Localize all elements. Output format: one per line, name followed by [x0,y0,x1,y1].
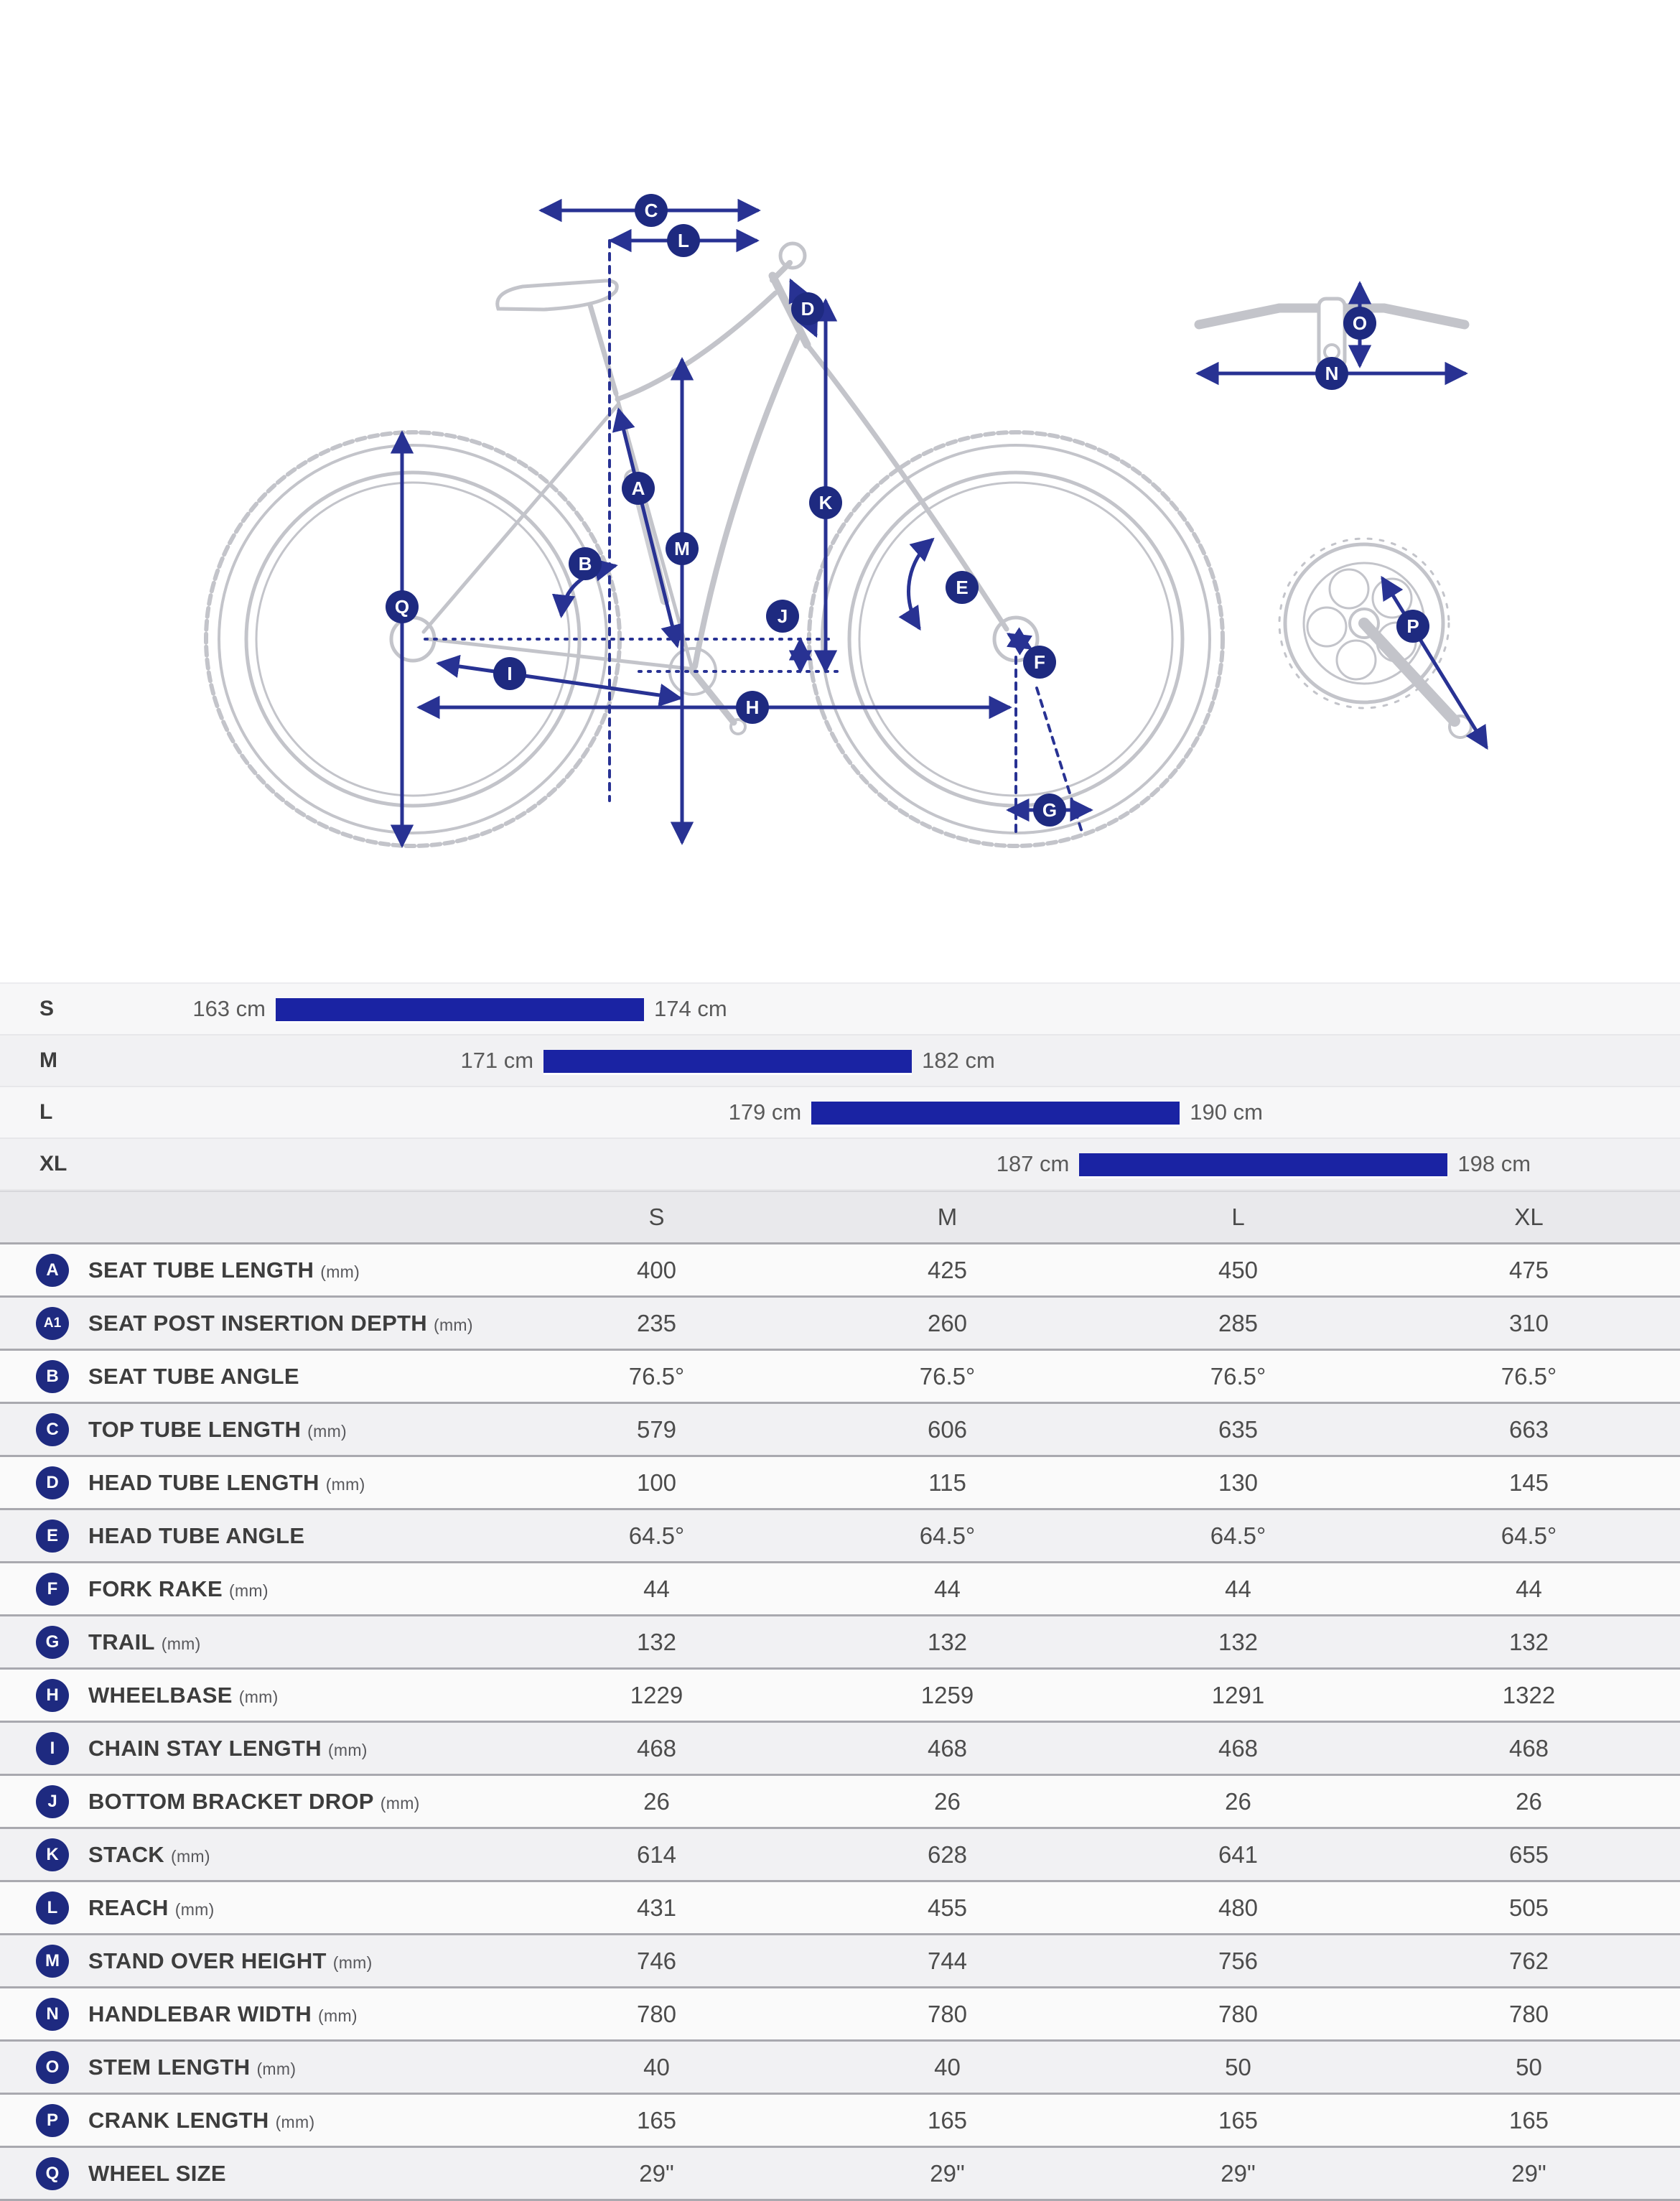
value-l: 50 [1225,2053,1251,2080]
row-label: STAND OVER HEIGHT (mm) [88,1948,373,1973]
value-xl: 132 [1508,1628,1549,1655]
bike-line-art [206,243,1471,846]
value-xl: 76.5° [1501,1362,1557,1390]
row-label-cell [0,1360,511,1393]
row-badge: I [36,1732,69,1765]
row-badge: A1 [36,1307,69,1340]
value-xl: 64.5° [1501,1522,1557,1549]
row-badge: C [36,1413,69,1446]
row-badge: N [36,1998,69,2031]
row-label-cell [0,1679,511,1712]
diagram-label-m [666,532,699,565]
diagram-label-g [1033,794,1066,827]
value-s: 400 [636,1256,677,1283]
value-m: 468 [927,1734,968,1762]
value-s: 165 [636,2106,677,2133]
diagram-label-k [809,486,842,519]
value-xl: 145 [1508,1469,1549,1496]
row-label-cell [0,1466,511,1499]
value-m: 628 [927,1841,968,1868]
table-row-n [0,1986,1680,2039]
height-range-bar [276,998,644,1021]
value-s: 29" [639,2159,674,2187]
min-height-label: 163 cm [192,996,266,1021]
value-m: 165 [927,2106,968,2133]
value-xl: 780 [1508,2000,1549,2027]
row-badge: B [36,1360,69,1393]
value-l: 468 [1218,1734,1259,1762]
value-s: 780 [636,2000,677,2027]
row-badge: D [36,1466,69,1499]
max-height-label: 174 cm [654,996,727,1021]
value-m: 425 [927,1256,968,1283]
row-badge: E [36,1520,69,1553]
row-label-cell [0,1254,511,1287]
row-unit: (mm) [170,1846,210,1866]
row-label: WHEEL SIZE [88,2160,226,2186]
value-l: 285 [1218,1309,1259,1336]
row-badge: Q [36,2157,69,2190]
row-label: CRANK LENGTH (mm) [88,2107,315,2133]
column-header-s: S [648,1204,665,1230]
table-row-i [0,1721,1680,1774]
table-row-h [0,1667,1680,1721]
diagram-label-h [736,691,769,724]
row-unit: (mm) [256,2059,297,2078]
value-l: 641 [1218,1841,1259,1868]
svg-text:B: B [578,553,592,574]
row-unit: (mm) [318,2006,358,2025]
value-s: 64.5° [628,1522,685,1549]
min-height-label: 187 cm [996,1151,1070,1176]
row-label-cell [0,1626,511,1659]
value-xl: 26 [1516,1787,1542,1815]
min-height-label: 179 cm [728,1099,802,1125]
diagram-label-l [667,224,700,257]
svg-text:F: F [1034,651,1045,673]
dim-head-angle-arc [908,540,932,628]
svg-text:O: O [1352,312,1368,334]
row-badge: H [36,1679,69,1712]
value-l: 165 [1218,2106,1259,2133]
row-unit: (mm) [380,1793,420,1813]
row-label-cell [0,1732,511,1765]
row-label: STACK (mm) [88,1841,210,1867]
row-label-cell [0,2157,511,2190]
svg-text:J: J [777,605,788,627]
row-badge: A [36,1254,69,1287]
diagram-label-n [1315,357,1348,390]
row-badge: J [36,1785,69,1818]
row-badge: L [36,1891,69,1925]
diagram-label-p [1396,610,1429,643]
dim-seat-tube-arrow [619,411,677,645]
value-xl: 762 [1508,1947,1549,1974]
size-label: S [39,997,55,1020]
diagram-label-e [946,571,979,604]
row-label-cell [0,1520,511,1553]
geometry-table-body [0,1242,1680,2199]
row-label: SEAT TUBE ANGLE [88,1363,299,1389]
row-badge: F [36,1573,69,1606]
geometry-table [0,1191,1680,2201]
row-label: SEAT POST INSERTION DEPTH (mm) [88,1310,473,1336]
row-label: TRAIL (mm) [88,1629,201,1655]
value-l: 780 [1218,2000,1259,2027]
table-row-a [0,1242,1680,1295]
height-range-bar [811,1102,1180,1125]
table-row-e [0,1508,1680,1561]
value-s: 76.5° [628,1362,685,1390]
column-header-l: L [1231,1204,1245,1230]
table-row-j [0,1774,1680,1827]
height-row-m [0,1036,1680,1087]
value-xl: 663 [1508,1415,1549,1443]
diagram-label-f [1023,646,1056,679]
svg-text:M: M [674,538,690,559]
value-xl: 655 [1508,1841,1549,1868]
column-header-m: M [937,1204,958,1230]
value-xl: 310 [1508,1309,1549,1336]
value-xl: 475 [1508,1256,1549,1283]
row-label-cell [0,1998,511,2031]
height-row-s [0,984,1680,1036]
value-xl: 50 [1516,2053,1542,2080]
column-header-xl: XL [1514,1204,1544,1230]
table-row-k [0,1827,1680,1880]
row-unit: (mm) [327,1740,368,1759]
row-label-cell [0,1891,511,1925]
row-label: REACH (mm) [88,1894,215,1920]
size-label: XL [39,1152,67,1176]
value-l: 480 [1218,1894,1259,1921]
diagram-label-j [766,600,799,633]
row-label: HEAD TUBE LENGTH (mm) [88,1469,365,1495]
row-unit: (mm) [320,1262,360,1281]
row-label: HEAD TUBE ANGLE [88,1522,305,1548]
row-unit: (mm) [161,1634,201,1653]
value-s: 614 [636,1841,677,1868]
svg-text:C: C [644,200,658,221]
row-badge: G [36,1626,69,1659]
geometry-table-header [0,1191,1680,1242]
value-m: 29" [930,2159,965,2187]
value-m: 115 [928,1469,966,1496]
value-l: 26 [1225,1787,1251,1815]
bike-geometry-diagram [0,0,1680,982]
row-label-cell [0,1573,511,1606]
row-unit: (mm) [228,1581,269,1600]
table-row-f [0,1561,1680,1614]
diagram-label-o [1343,307,1376,340]
row-badge: P [36,2104,69,2137]
row-label: BOTTOM BRACKET DROP (mm) [88,1788,420,1814]
svg-text:Q: Q [394,596,410,618]
value-m: 132 [927,1628,968,1655]
row-label: CHAIN STAY LENGTH (mm) [88,1735,368,1761]
row-label-cell [0,1413,511,1446]
value-m: 44 [934,1575,961,1602]
row-label: FORK RAKE (mm) [88,1576,269,1601]
table-row-g [0,1614,1680,1667]
value-s: 44 [643,1575,670,1602]
table-row-q [0,2146,1680,2199]
row-label-cell [0,1785,511,1818]
row-label-cell [0,2051,511,2084]
table-row-b [0,1349,1680,1402]
svg-text:D: D [801,298,815,320]
row-label-cell [0,1945,511,1978]
row-unit: (mm) [433,1315,473,1334]
value-s: 132 [636,1628,677,1655]
value-l: 635 [1218,1415,1259,1443]
value-m: 780 [927,2000,968,2027]
height-row-xl [0,1139,1680,1191]
value-l: 64.5° [1210,1522,1266,1549]
value-m: 64.5° [919,1522,976,1549]
value-xl: 1322 [1502,1681,1556,1708]
row-unit: (mm) [275,2112,315,2131]
table-row-a1 [0,1295,1680,1349]
row-unit: (mm) [238,1687,279,1706]
max-height-label: 182 cm [922,1048,995,1073]
value-s: 26 [643,1787,670,1815]
dim-fork-rake-arrow [1009,635,1030,648]
max-height-label: 198 cm [1457,1151,1531,1176]
svg-text:K: K [818,492,833,513]
height-range-bar [543,1050,912,1073]
row-badge: M [36,1945,69,1978]
row-label: HANDLEBAR WIDTH (mm) [88,2001,358,2026]
table-row-m [0,1933,1680,1986]
rider-height-chart [0,982,1680,1191]
height-range-bar [1079,1153,1447,1176]
table-row-l [0,1880,1680,1933]
value-l: 132 [1218,1628,1259,1655]
size-label: L [39,1100,53,1124]
row-unit: (mm) [325,1474,365,1494]
diagram-label-c [635,194,668,227]
table-row-d [0,1455,1680,1508]
row-label: TOP TUBE LENGTH (mm) [88,1416,347,1442]
svg-text:L: L [678,230,689,251]
height-row-l [0,1087,1680,1139]
value-s: 40 [643,2053,670,2080]
svg-text:I: I [507,663,513,684]
value-s: 468 [636,1734,677,1762]
row-unit: (mm) [307,1421,347,1441]
value-l: 76.5° [1210,1362,1266,1390]
value-l: 44 [1225,1575,1251,1602]
value-l: 450 [1218,1256,1259,1283]
row-unit: (mm) [332,1953,373,1972]
table-row-p [0,2093,1680,2146]
value-xl: 29" [1511,2159,1546,2187]
value-l: 130 [1218,1469,1259,1496]
table-row-o [0,2039,1680,2093]
row-label: SEAT TUBE LENGTH (mm) [88,1257,360,1283]
table-row-c [0,1402,1680,1455]
size-label: M [39,1048,57,1072]
row-label: STEM LENGTH (mm) [88,2054,297,2080]
value-l: 1291 [1211,1681,1265,1708]
value-xl: 165 [1508,2106,1549,2133]
diagram-label-a [622,472,655,505]
value-m: 40 [934,2053,961,2080]
row-label-cell [0,1838,511,1871]
row-label: WHEELBASE (mm) [88,1682,279,1708]
svg-text:N: N [1325,363,1339,384]
svg-text:E: E [956,577,969,598]
value-xl: 44 [1516,1575,1542,1602]
min-height-label: 171 cm [460,1048,534,1073]
svg-text:H: H [745,697,760,718]
value-m: 76.5° [919,1362,976,1390]
value-s: 431 [636,1894,677,1921]
value-m: 1259 [920,1681,974,1708]
value-s: 579 [636,1415,677,1443]
svg-text:G: G [1042,799,1058,821]
diagram-label-b [569,547,602,580]
row-badge: K [36,1838,69,1871]
row-label-cell [0,2104,511,2137]
value-s: 235 [636,1309,677,1336]
row-badge: O [36,2051,69,2084]
value-m: 606 [927,1415,968,1443]
value-l: 29" [1221,2159,1256,2187]
value-xl: 505 [1508,1894,1549,1921]
row-unit: (mm) [174,1899,215,1919]
diagram-label-q [386,590,419,623]
diagram-label-i [493,657,526,690]
value-s: 1229 [630,1681,683,1708]
value-m: 26 [934,1787,961,1815]
value-m: 744 [927,1947,968,1974]
crankset-drawing [1279,539,1471,737]
value-l: 756 [1218,1947,1259,1974]
value-xl: 468 [1508,1734,1549,1762]
value-m: 455 [927,1894,968,1921]
value-s: 100 [636,1469,677,1496]
max-height-label: 190 cm [1190,1099,1263,1125]
value-s: 746 [636,1947,677,1974]
row-label-cell [0,1307,511,1340]
svg-text:P: P [1406,615,1419,637]
diagram-label-d [791,292,824,325]
svg-text:A: A [631,478,645,499]
value-m: 260 [927,1309,968,1336]
